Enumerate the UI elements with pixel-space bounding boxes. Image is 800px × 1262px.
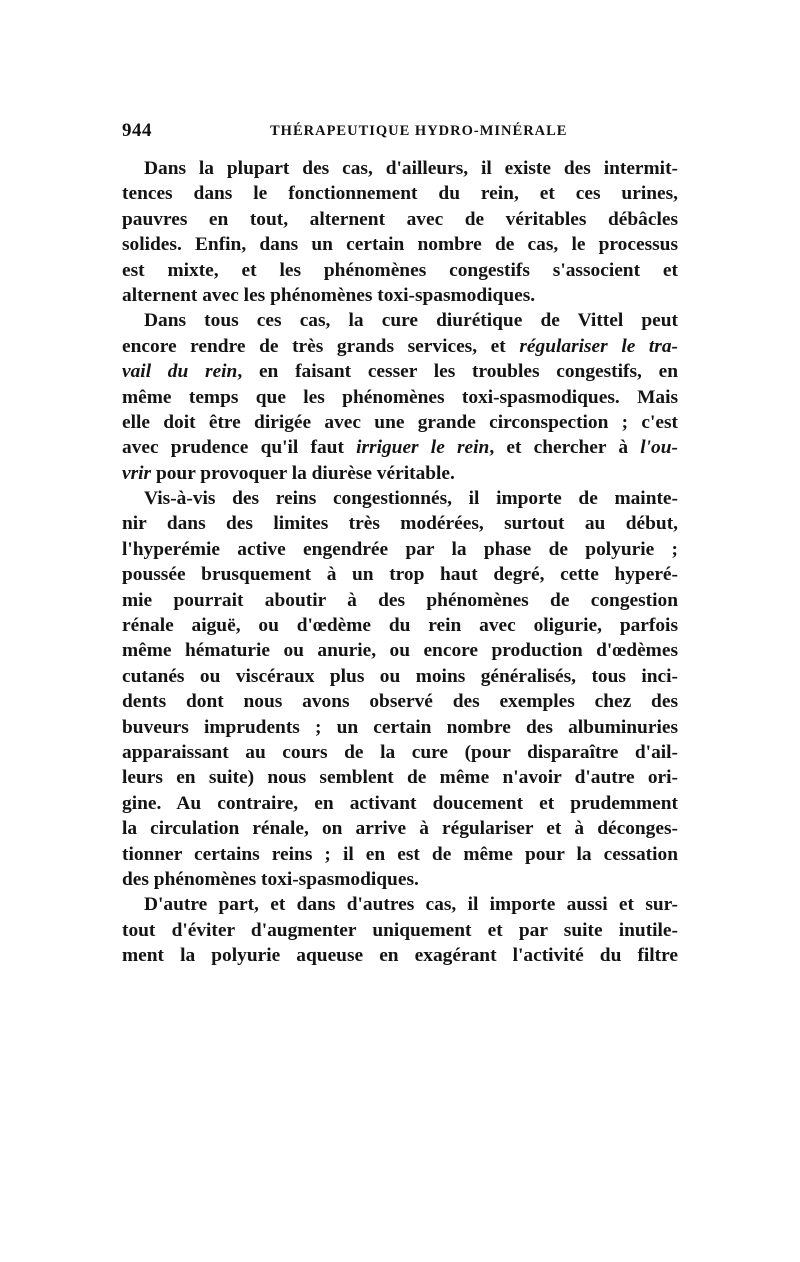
text-segment: avec prudence qu'il faut (122, 437, 357, 459)
text-segment: l'hyperémie active engendrée par la phase de polyurie ; (122, 538, 678, 560)
text-segment: nir dans des limites très modérées, surtout au début, (122, 513, 678, 535)
text-line (122, 613, 678, 638)
text-line (122, 181, 678, 206)
text-line (122, 638, 678, 663)
text-line (122, 664, 678, 689)
text-segment: Vis-à-vis des reins congestionnés, il importe de mainte- (144, 488, 678, 510)
italic-text-segment: l'ou- (640, 437, 678, 459)
text-segment: D'autre part, et dans d'autres cas, il importe aussi et sur- (144, 894, 678, 916)
text-segment: poussée brusquement à un trop haut degré, cette hyperé- (122, 564, 678, 586)
italic-text-segment: régulariser le tra- (519, 335, 679, 357)
text-line (122, 385, 678, 410)
text-segment: des phénomènes toxi-spasmodiques. (122, 868, 419, 890)
text-line (122, 943, 678, 968)
text-segment: pauvres en tout, alternent avec de véritables débâcles (122, 208, 678, 230)
text-line (122, 232, 678, 257)
text-segment: tences dans le fonctionnement du rein, et ces urines, (122, 183, 678, 205)
text-line (122, 918, 678, 943)
text-line (122, 359, 678, 384)
text-line (122, 207, 678, 232)
text-line (122, 334, 678, 359)
text-segment: pour provoquer la diurèse véritable. (151, 462, 455, 484)
text-segment: Dans la plupart des cas, d'ailleurs, il existe des intermit- (144, 158, 678, 179)
text-line (122, 816, 678, 841)
text-line (122, 740, 678, 765)
text-segment: mie pourrait aboutir à des phénomènes de congestion (122, 589, 678, 611)
text-segment: alternent avec les phénomènes toxi-spasmodiques. (122, 284, 536, 306)
text-segment: gine. Au contraire, en activant doucement et prudemment (122, 792, 678, 814)
text-line (122, 156, 678, 181)
text-line (122, 435, 678, 460)
text-line (122, 461, 678, 486)
text-segment: solides. Enfin, dans un certain nombre de cas, le processus (122, 234, 678, 256)
text-line (122, 867, 678, 892)
text-line (122, 283, 678, 308)
text-line (122, 410, 678, 435)
text-line (122, 308, 678, 333)
text-line (122, 689, 678, 714)
text-segment: encore rendre de très grands services, et (122, 335, 520, 357)
text-line (122, 715, 678, 740)
text-segment: Dans tous ces cas, la cure diurétique de Vittel peut (144, 310, 678, 332)
text-segment: tout d'éviter d'augmenter uniquement et par suite inutile- (122, 919, 678, 941)
running-header (122, 120, 678, 144)
text-segment: tionner certains reins ; il en est de même pour la cessation (122, 843, 678, 865)
text-segment: la circulation rénale, on arrive à régulariser et à déconges- (122, 818, 678, 840)
text-line (122, 765, 678, 790)
text-line (122, 537, 678, 562)
text-line (122, 588, 678, 613)
text-segment: , et chercher à (489, 437, 641, 459)
text-line (122, 258, 678, 283)
text-segment: buveurs imprudents ; un certain nombre des albuminuries (122, 716, 678, 738)
text-segment: même hématurie ou anurie, ou encore production d'œdèmes (122, 640, 678, 662)
text-line (122, 791, 678, 816)
text-segment: cutanés ou viscéraux plus ou moins généralisés, tous inci- (122, 665, 678, 687)
text-segment: même temps que les phénomènes toxi-spasmodiques. Mais (122, 386, 678, 408)
text-segment: dents dont nous avons observé des exemples chez des (122, 691, 678, 713)
page-number: 944 (122, 120, 152, 141)
text-line (122, 486, 678, 511)
text-segment: elle doit être dirigée avec une grande circonspection ; c'est (122, 411, 678, 433)
text-segment: est mixte, et les phénomènes congestifs s'associent et (122, 259, 678, 281)
text-segment: apparaissant au cours de la cure (pour disparaître d'ail- (122, 741, 678, 763)
text-line (122, 842, 678, 867)
italic-text-segment: vrir (122, 462, 152, 484)
running-title: THÉRAPEUTIQUE HYDRO-MINÉRALE (270, 123, 568, 139)
body-text (122, 156, 678, 969)
text-segment: leurs en suite) nous semblent de même n'avoir d'autre ori- (122, 767, 678, 789)
text-line (122, 511, 678, 536)
text-segment: rénale aiguë, ou d'œdème du rein avec oligurie, parfois (122, 615, 678, 637)
italic-text-segment: vail du rein (122, 361, 238, 383)
text-segment: , en faisant cesser les troubles congestifs, en (237, 361, 678, 383)
text-segment: ment la polyurie aqueuse en exagérant l'activité du filtre (122, 945, 678, 967)
text-line (122, 562, 678, 587)
text-line (122, 892, 678, 917)
italic-text-segment: irriguer le rein (356, 437, 490, 459)
